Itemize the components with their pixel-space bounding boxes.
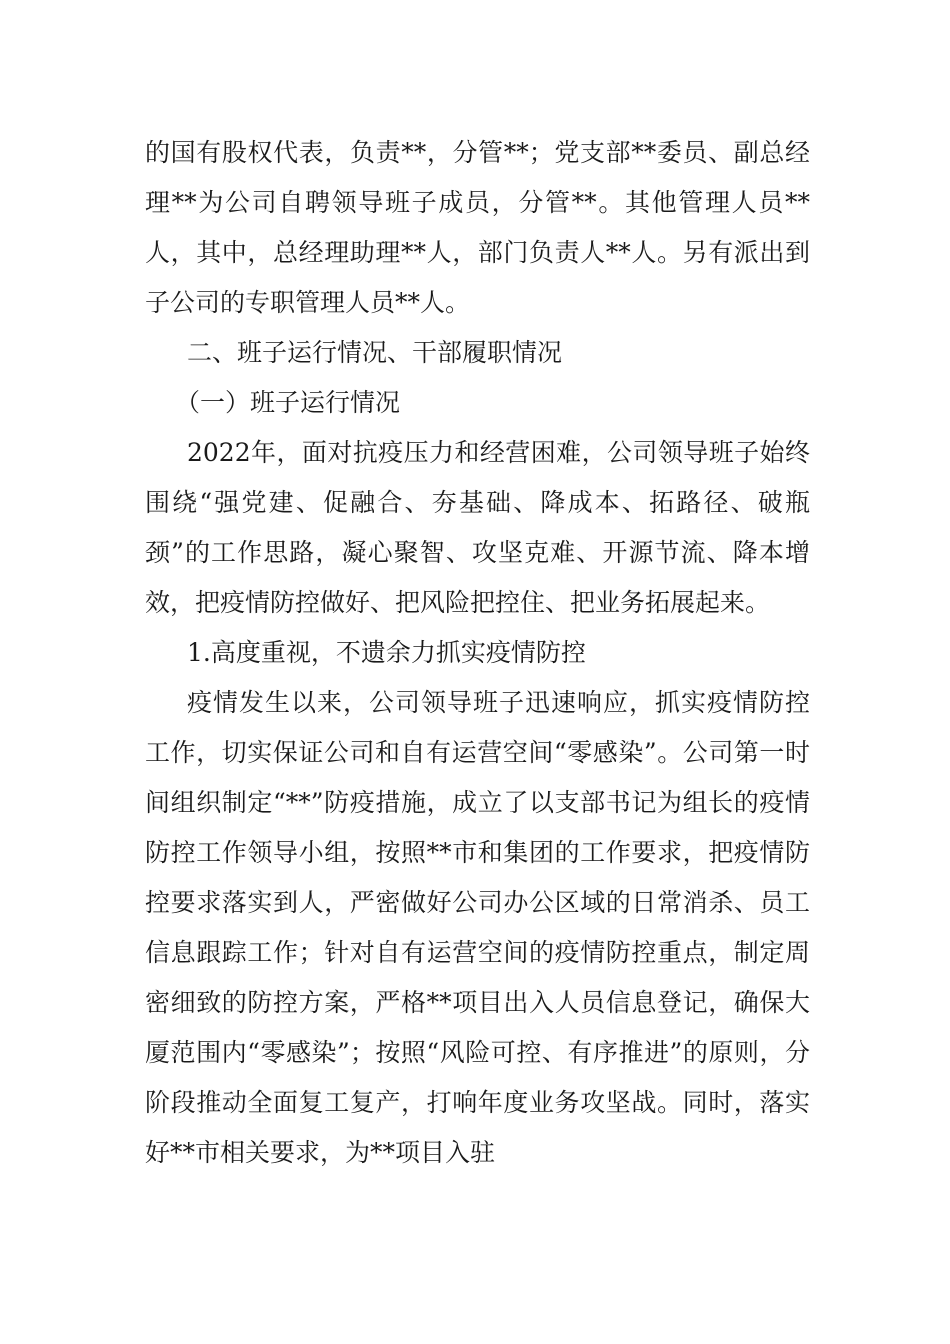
item-heading: 1.高度重视，不遗余力抓实疫情防控 bbox=[187, 638, 586, 667]
document-body bbox=[145, 128, 810, 1178]
paragraph-overview: 2022年，面对抗疫压力和经营困难，公司领导班子始终围绕“强党建、促融合、夯基础、降成本、拓路径、破瓶颈”的工作思路，凝心聚智、攻坚克难、开源节流、降本增效，把疫情防控做好、把风险把控住、把业务拓展起来。 bbox=[145, 438, 810, 617]
section-heading: 二、班子运行情况、干部履职情况 bbox=[187, 338, 563, 367]
paragraph-epidemic-control: 疫情发生以来，公司领导班子迅速响应，抓实疫情防控工作，切实保证公司和自有运营空间“零感染”。公司第一时间组织制定“**”防疫措施，成立了以支部书记为组长的疫情防控工作领导小组，按照**市和集团的工作要求，把疫情防控要求落实到人，严密做好公司办公区域的日常消杀、员工信息跟踪工作；针对自有运营空间的疫情防控重点，制定周密细致的防控方案，严格**项目出入人员信息登记，确保大厦范围内“零感染”；按照“风险可控、有序推进”的原则，分阶段推动全面复工复产，打响年度业务攻坚战。同时，落实好**市相关要求，为**项目入驻 bbox=[145, 688, 810, 1167]
paragraph-continuation: 的国有股权代表，负责**，分管**；党支部**委员、副总经理**为公司自聘领导班子成员，分管**。其他管理人员**人，其中，总经理助理**人，部门负责人**人。另有派出到子公司的专职管理人员**人。 bbox=[145, 138, 810, 317]
subsection-heading: （一）班子运行情况 bbox=[175, 388, 401, 417]
